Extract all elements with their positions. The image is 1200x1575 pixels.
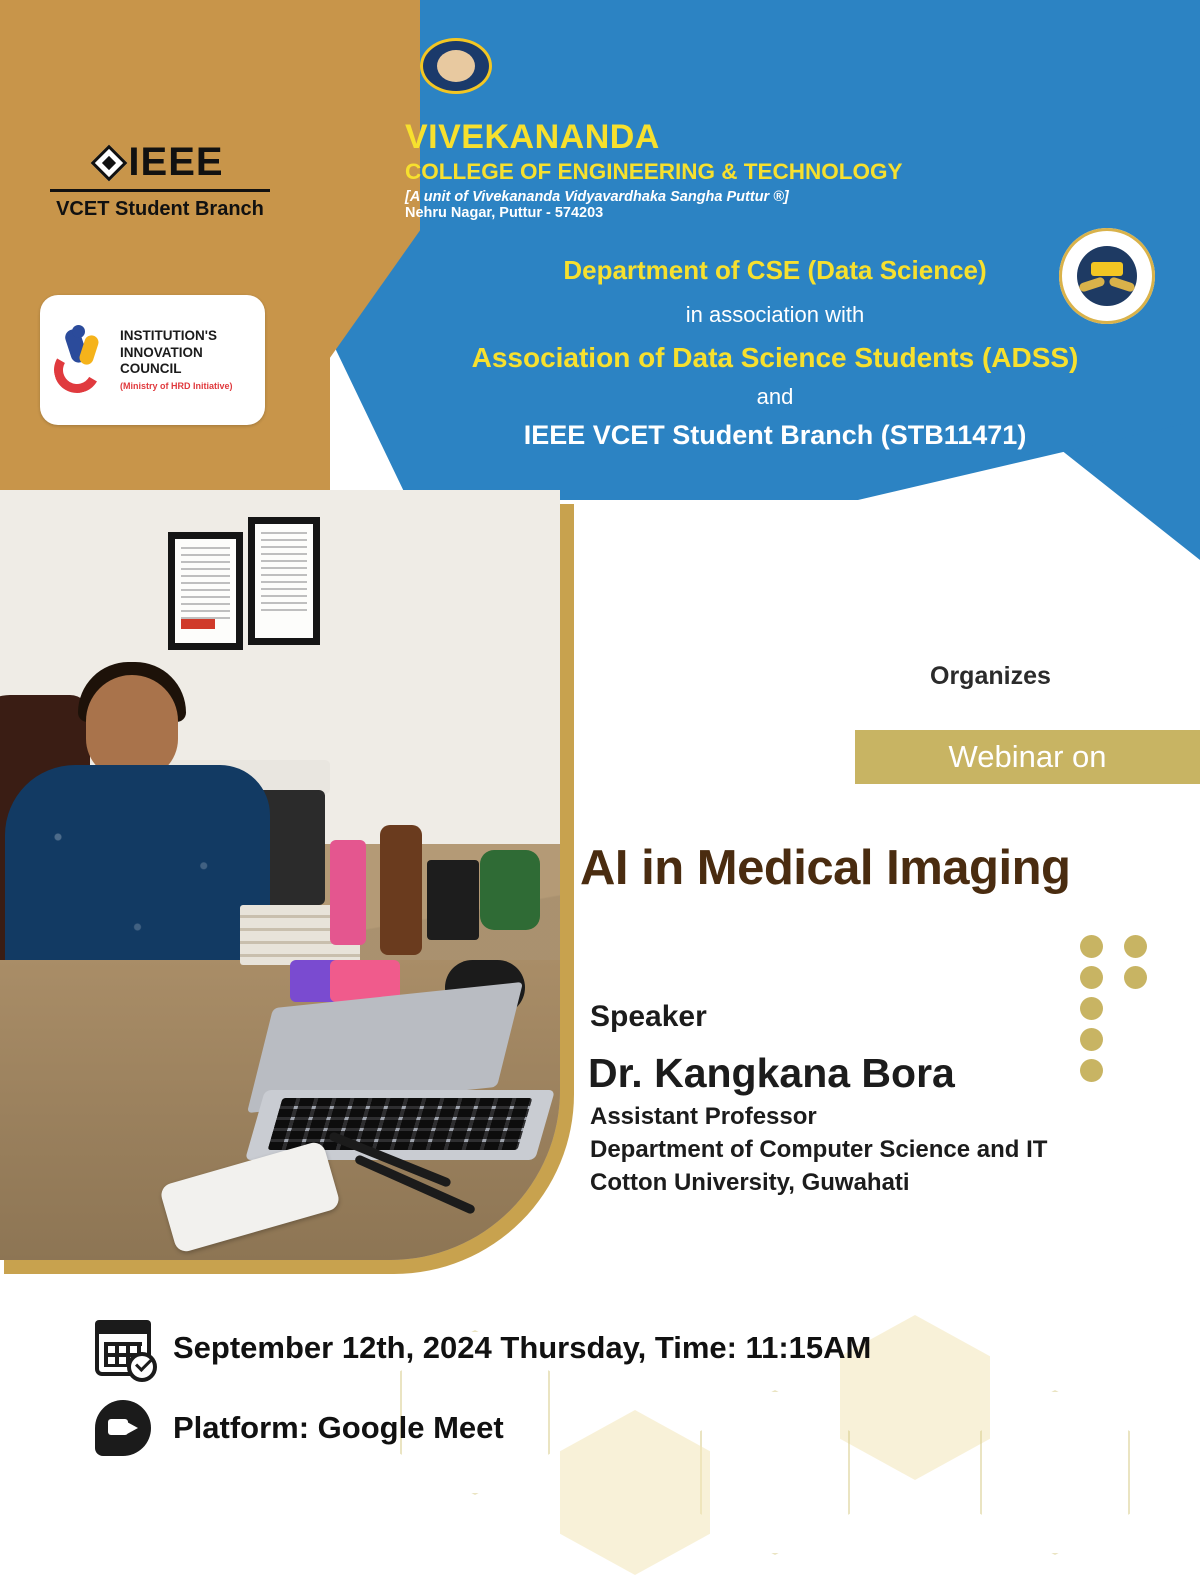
- iic-line-3: COUNCIL: [120, 361, 182, 377]
- speaker-photo: [0, 490, 560, 1260]
- iic-line-1: INSTITUTION'S: [120, 328, 217, 344]
- iic-logo: [40, 295, 265, 425]
- iic-mark-icon: [52, 325, 112, 395]
- wall-frame-icon: [168, 532, 243, 650]
- organizes-label: Organizes: [930, 662, 1051, 690]
- calendar-check-icon: [95, 1320, 151, 1376]
- speaker-university: Cotton University, Guwahati: [590, 1169, 910, 1197]
- hex-decor: [700, 1390, 850, 1555]
- event-platform-row: [95, 1400, 504, 1456]
- hex-decor: [980, 1390, 1130, 1555]
- speaker-name: Dr. Kangkana Bora: [588, 1050, 955, 1096]
- event-date-time: September 12th, 2024 Thursday, Time: 11:15AM: [173, 1330, 872, 1365]
- speaker-affiliation: [590, 1100, 1047, 1199]
- college-address: Nehru Nagar, Puttur - 574203: [405, 205, 604, 221]
- speaker-department: Department of Computer Science and IT: [590, 1136, 1048, 1164]
- ieee-student-branch: IEEE VCET Student Branch (STB11471): [523, 420, 1027, 450]
- webinar-on-label: Webinar on: [948, 739, 1107, 774]
- header-text-block: [405, 118, 1145, 451]
- iic-line-2: INNOVATION: [120, 344, 203, 360]
- wall-frame-icon: [248, 517, 320, 645]
- ieee-logo: [40, 140, 280, 221]
- laptop-object: [268, 1098, 533, 1150]
- iic-ministry: (Ministry of HRD Initiative): [120, 380, 233, 391]
- divider: [50, 189, 270, 192]
- college-unit-line: [A unit of Vivekananda Vidyavardhaka Sangha Puttur ®]: [405, 189, 789, 205]
- event-platform: Platform: Google Meet: [173, 1410, 504, 1445]
- hex-decor: [560, 1410, 710, 1575]
- ieee-diamond-icon: [91, 144, 128, 181]
- speaker-designation: Assistant Professor: [590, 1103, 817, 1130]
- dot-decoration: [1080, 935, 1160, 1082]
- video-camera-icon: [95, 1400, 151, 1456]
- college-subtitle: COLLEGE OF ENGINEERING & TECHNOLOGY: [405, 159, 903, 184]
- footer-background: [0, 1270, 1200, 1500]
- college-crest-icon: [420, 38, 500, 100]
- department-name: Department of CSE (Data Science): [563, 255, 987, 285]
- and-connector: and: [756, 384, 794, 409]
- association-prefix: in association with: [685, 302, 865, 327]
- ieee-branch-label: VCET Student Branch: [56, 198, 264, 220]
- association-name: Association of Data Science Students (ADSS): [471, 342, 1079, 373]
- event-date-row: [95, 1320, 871, 1376]
- page-title: AI in Medical Imaging: [580, 841, 1071, 895]
- speaker-label: Speaker: [590, 1000, 707, 1033]
- college-name: VIVEKANANDA: [405, 118, 660, 156]
- ieee-wordmark: IEEE: [128, 140, 224, 184]
